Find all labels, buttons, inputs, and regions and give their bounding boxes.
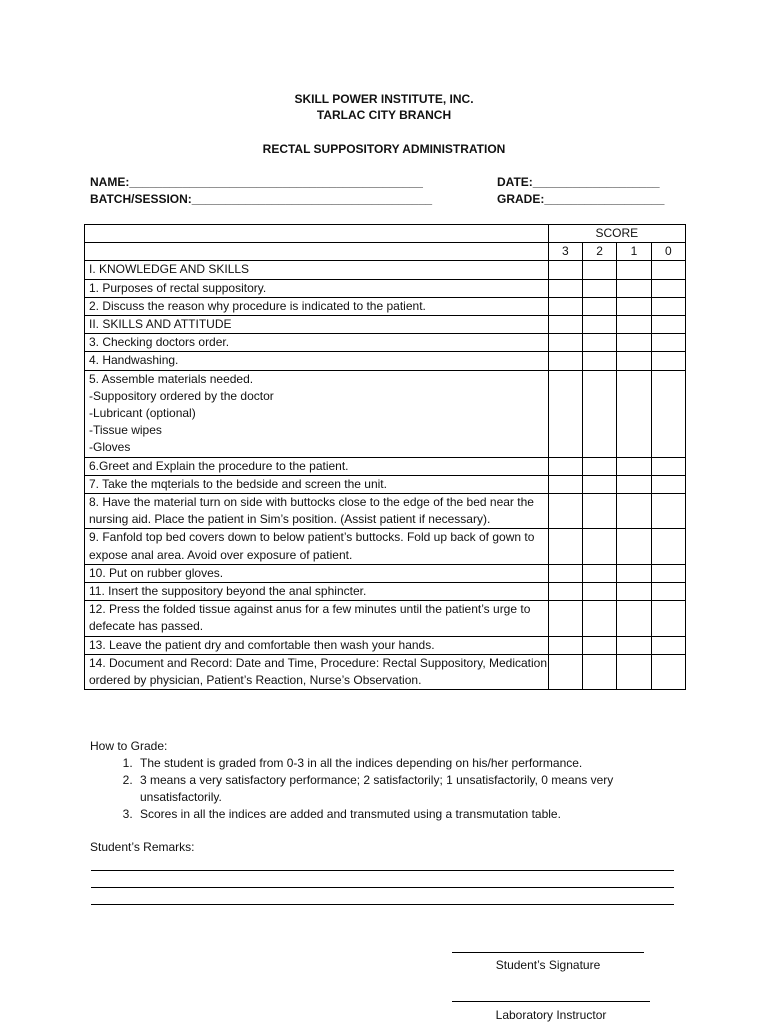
score-cell[interactable]: [548, 297, 582, 315]
score-cell[interactable]: [582, 334, 616, 352]
table-row: [85, 475, 686, 493]
criterion-cell: 13. Leave the patient dry and comfortable then wash your hands.: [85, 636, 549, 654]
table-row: [85, 352, 686, 370]
table-row: [85, 529, 686, 564]
institute-name: SKILL POWER INSTITUTE, INC.: [294, 92, 474, 106]
table-row: [85, 279, 686, 297]
criterion-cell: 10. Put on rubber gloves.: [85, 564, 549, 582]
criterion-cell: 8. Have the material turn on side with buttocks close to the edge of the bed near the nursing aid. Place the patient in Sim’s position. (Assist patient if necessary).: [85, 494, 549, 529]
table-row: [85, 494, 686, 529]
criterion-cell: 4. Handwashing.: [85, 352, 549, 370]
score-column-header: 2: [582, 243, 616, 261]
table-row: [85, 583, 686, 601]
score-cell[interactable]: [651, 564, 685, 582]
score-cell[interactable]: [582, 261, 616, 279]
score-cell[interactable]: [548, 601, 582, 636]
score-cell[interactable]: [617, 352, 651, 370]
score-cell[interactable]: [651, 636, 685, 654]
criterion-cell: 6.Greet and Explain the procedure to the patient.: [85, 457, 549, 475]
grading-instructions: [90, 738, 690, 823]
score-cell[interactable]: [582, 316, 616, 334]
score-cell[interactable]: [651, 297, 685, 315]
score-cell[interactable]: [617, 494, 651, 529]
score-cell[interactable]: [617, 297, 651, 315]
criterion-cell: 2. Discuss the reason why procedure is indicated to the patient.: [85, 297, 549, 315]
score-cell[interactable]: [651, 334, 685, 352]
criterion-cell: II. SKILLS AND ATTITUDE: [85, 316, 549, 334]
table-row: [85, 316, 686, 334]
score-column-header: 0: [651, 243, 685, 261]
score-cell[interactable]: [548, 334, 582, 352]
criterion-cell: 7. Take the mqterials to the bedside and screen the unit.: [85, 475, 549, 493]
score-cell[interactable]: [548, 564, 582, 582]
score-cell[interactable]: [548, 636, 582, 654]
score-cell[interactable]: [548, 475, 582, 493]
score-cell[interactable]: [651, 529, 685, 564]
remarks-line: [91, 887, 674, 888]
grading-item: 3. Scores in all the indices are added and transmuted using a transmutation table.: [136, 806, 690, 823]
table-row: [85, 370, 686, 457]
score-cell[interactable]: [617, 654, 651, 689]
score-cell[interactable]: [582, 583, 616, 601]
score-cell[interactable]: [582, 352, 616, 370]
score-cell[interactable]: [617, 334, 651, 352]
score-cell[interactable]: [651, 457, 685, 475]
score-cell[interactable]: [651, 316, 685, 334]
score-cell[interactable]: [651, 279, 685, 297]
remarks-label: Student’s Remarks:: [90, 840, 195, 854]
criterion-cell: 11. Insert the suppository beyond the anal sphincter.: [85, 583, 549, 601]
score-cell[interactable]: [582, 654, 616, 689]
score-cell[interactable]: [582, 370, 616, 457]
student-signature-line: [452, 952, 644, 953]
score-cell[interactable]: [582, 529, 616, 564]
score-cell[interactable]: [582, 297, 616, 315]
score-cell[interactable]: [651, 370, 685, 457]
criteria-header-cell: [85, 243, 549, 261]
score-header: SCORE: [548, 225, 685, 243]
criterion-cell: 9. Fanfold top bed covers down to below patient’s buttocks. Fold up back of gown to expose anal area. Avoid over exposure of patient.: [85, 529, 549, 564]
grading-item: 1. The student is graded from 0-3 in all the indices depending on his/her performance.: [136, 755, 690, 772]
grading-item: 2. 3 means a very satisfactory performance; 2 satisfactorily; 1 unsatisfactorily, 0 means very unsatisfactorily.: [136, 772, 690, 806]
score-cell[interactable]: [651, 494, 685, 529]
criterion-cell: I. KNOWLEDGE AND SKILLS: [85, 261, 549, 279]
grade-field: GRADE:__________________: [497, 192, 665, 206]
table-row: [85, 457, 686, 475]
grading-list: [90, 755, 690, 823]
score-cell[interactable]: [548, 279, 582, 297]
criterion-cell: 1. Purposes of rectal suppository.: [85, 279, 549, 297]
score-cell[interactable]: [548, 583, 582, 601]
remarks-line: [91, 904, 674, 905]
score-cell[interactable]: [651, 475, 685, 493]
table-row: [85, 654, 686, 689]
score-header-row: [85, 225, 686, 243]
score-cell[interactable]: [582, 279, 616, 297]
remarks-line: [91, 870, 674, 871]
criteria-header-cell: [85, 225, 549, 243]
grading-title: How to Grade:: [90, 739, 168, 753]
score-cell[interactable]: [582, 601, 616, 636]
score-cell[interactable]: [548, 529, 582, 564]
score-cell[interactable]: [651, 583, 685, 601]
score-cell[interactable]: [651, 601, 685, 636]
score-cell[interactable]: [582, 494, 616, 529]
score-cell[interactable]: [582, 636, 616, 654]
name-field: NAME:____________________________________________: [90, 175, 423, 189]
score-column-header: 1: [617, 243, 651, 261]
score-cell[interactable]: [617, 457, 651, 475]
table-row: [85, 636, 686, 654]
score-cell[interactable]: [617, 564, 651, 582]
score-cell[interactable]: [548, 316, 582, 334]
instructor-signature-label: Laboratory Instructor: [495, 1008, 607, 1022]
score-cell[interactable]: [548, 370, 582, 457]
score-cell[interactable]: [617, 583, 651, 601]
score-cell[interactable]: [651, 654, 685, 689]
criterion-cell: 14. Document and Record: Date and Time, Procedure: Rectal Suppository, Medication ordered by physician, Patient’s Reaction, Nurse’s Observation.: [85, 654, 549, 689]
table-row: [85, 564, 686, 582]
rubric-table: [84, 224, 686, 690]
table-row: [85, 297, 686, 315]
student-signature-label: Student’s Signature: [495, 958, 601, 972]
score-cell[interactable]: [617, 636, 651, 654]
table-row: [85, 261, 686, 279]
score-cell[interactable]: [651, 261, 685, 279]
table-row: [85, 601, 686, 636]
score-cell[interactable]: [548, 261, 582, 279]
branch-name: TARLAC CITY BRANCH: [316, 108, 452, 122]
score-columns-row: [85, 243, 686, 261]
instructor-signature-line: [452, 1001, 650, 1002]
score-cell[interactable]: [617, 316, 651, 334]
score-cell[interactable]: [582, 457, 616, 475]
document-title: RECTAL SUPPOSITORY ADMINISTRATION: [262, 142, 506, 156]
score-cell[interactable]: [617, 261, 651, 279]
criterion-cell: 3. Checking doctors order.: [85, 334, 549, 352]
score-cell[interactable]: [617, 279, 651, 297]
table-row: [85, 334, 686, 352]
score-cell[interactable]: [617, 475, 651, 493]
score-cell[interactable]: [548, 494, 582, 529]
score-cell[interactable]: [617, 601, 651, 636]
score-cell[interactable]: [582, 475, 616, 493]
criterion-cell: 12. Press the folded tissue against anus for a few minutes until the patient’s urge to defecate has passed.: [85, 601, 549, 636]
score-cell[interactable]: [617, 529, 651, 564]
score-cell[interactable]: [582, 564, 616, 582]
score-column-header: 3: [548, 243, 582, 261]
score-cell[interactable]: [548, 457, 582, 475]
date-field: DATE:___________________: [497, 175, 660, 189]
batch-session-field: BATCH/SESSION:____________________________________: [90, 192, 433, 206]
score-cell[interactable]: [548, 654, 582, 689]
criterion-cell: 5. Assemble materials needed. -Suppository ordered by the doctor -Lubricant (optional) -Tissue wipes -Gloves: [85, 370, 549, 457]
score-cell[interactable]: [617, 370, 651, 457]
score-cell[interactable]: [548, 352, 582, 370]
score-cell[interactable]: [651, 352, 685, 370]
